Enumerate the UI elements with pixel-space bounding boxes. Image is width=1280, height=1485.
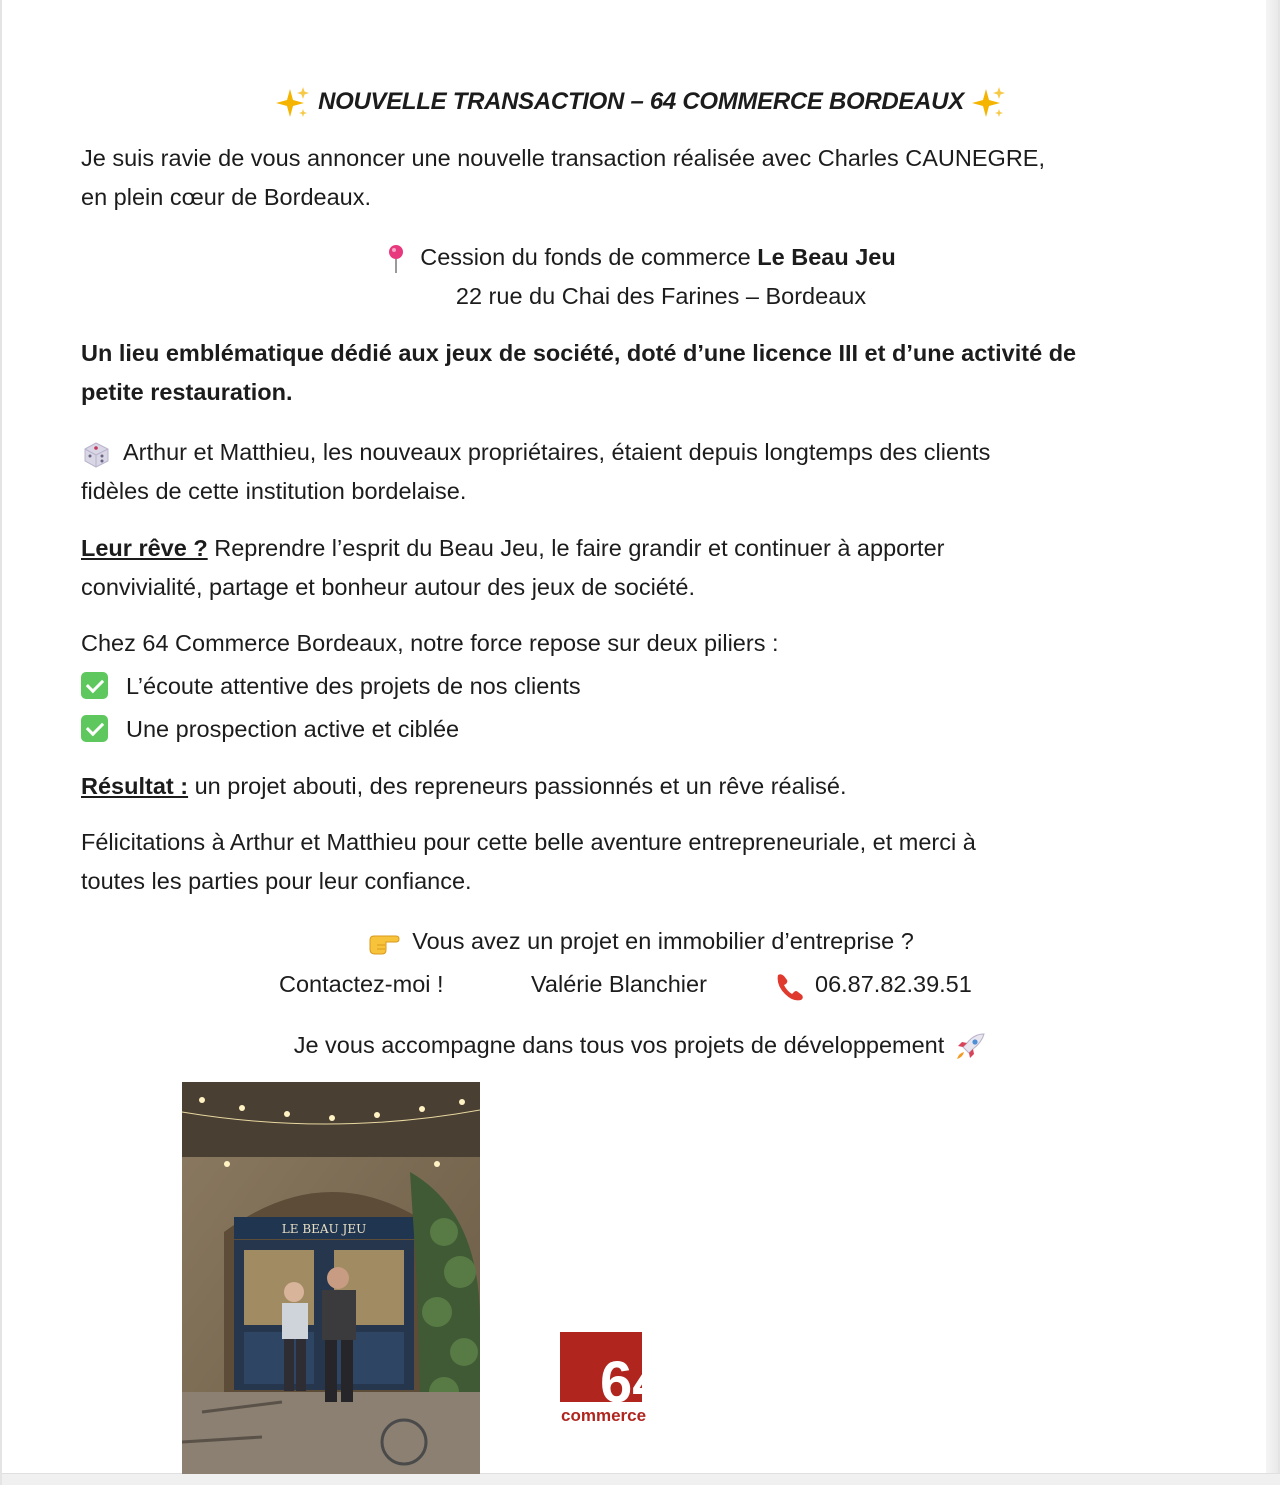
lieu-line: petite restauration. [81,379,293,405]
felicitations-line: toutes les parties pour leur confiance. [81,868,472,894]
list-item [81,667,1201,706]
resultat-paragraph [81,767,1201,806]
check-icon [81,672,108,699]
rocket-icon [954,1032,988,1062]
storefront-photo [182,1082,480,1474]
reve-label: Leur rêve ? [81,535,208,561]
photo-sign-text: LE BEAU JEU [281,1222,367,1236]
closing-line [81,1026,1201,1065]
page-bottom-edge [2,1473,1280,1485]
title-text: NOUVELLE TRANSACTION – 64 COMMERCE BORDEAUX [318,88,964,115]
intro-line: Je suis ravie de vous annoncer une nouvelle transaction réalisée avec Charles CAUNEGRE, [81,145,1045,171]
list-item-text: Une prospection active et ciblée [126,716,460,742]
contact-name: Valérie Blanchier [531,971,707,997]
piliers-block [81,624,1201,749]
cession-prefix: Cession du fonds de commerce [420,244,758,270]
check-icon [81,715,108,742]
dice-icon [81,440,111,468]
intro-line: en plein cœur de Bordeaux. [81,184,371,210]
sparkle-icon [276,87,310,119]
lieu-paragraph [81,334,1201,412]
company-logo [560,1332,684,1427]
logo-number: 64 [600,1350,665,1415]
company-logo-mark [560,1332,684,1427]
contact-question [81,922,1201,961]
storefront-photo-image [182,1082,480,1474]
list-item [81,710,1201,749]
phone-icon [773,971,805,1001]
cession-line [81,238,1201,277]
owners-line: fidèles de cette institution bordelaise. [81,478,467,504]
felicitations-line: Félicitations à Arthur et Matthieu pour cette belle aventure entrepreneuriale, et merci à [81,829,976,855]
owners-text: Arthur et Matthieu, les nouveaux propriétaires, étaient depuis longtemps des clients [123,439,991,465]
owners-paragraph [81,433,1201,511]
reve-line: convivialité, partage et bonheur autour des jeux de société. [81,574,696,600]
logo-word: commerce [561,1406,647,1425]
phone-group [773,965,972,1004]
contact-cta: Contactez-moi ! [279,971,444,997]
intro-paragraph [81,139,1201,217]
owners-line [81,433,1201,472]
pointing-hand-icon [368,930,400,956]
contact-question-text: Vous avez un projet en immobilier d’entreprise ? [412,928,914,954]
reve-line [81,529,1201,568]
felicitations-paragraph [81,823,1201,901]
cession-block [81,238,1201,316]
business-name: Le Beau Jeu [757,244,896,270]
list-item-text: L’écoute attentive des projets de nos clients [126,673,581,699]
phone-number: 06.87.82.39.51 [815,971,972,997]
sparkle-icon [972,87,1006,119]
lieu-line: Un lieu emblématique dédié aux jeux de société, doté d’une licence III et d’une activité de [81,340,1077,366]
pin-icon [386,244,408,274]
piliers-intro: Chez 64 Commerce Bordeaux, notre force repose sur deux piliers : [81,630,779,656]
page-edge [1266,0,1278,1485]
resultat-text: un projet abouti, des repreneurs passionnés et un rêve réalisé. [188,773,847,799]
reve-text: Reprendre l’esprit du Beau Jeu, le faire grandir et continuer à apporter [207,535,945,561]
business-address: 22 rue du Chai des Farines – Bordeaux [455,283,867,309]
reve-paragraph [81,529,1201,607]
page-title [81,82,1201,121]
closing-text: Je vous accompagne dans tous vos projets de développement [293,1032,945,1058]
resultat-label: Résultat : [81,773,189,799]
